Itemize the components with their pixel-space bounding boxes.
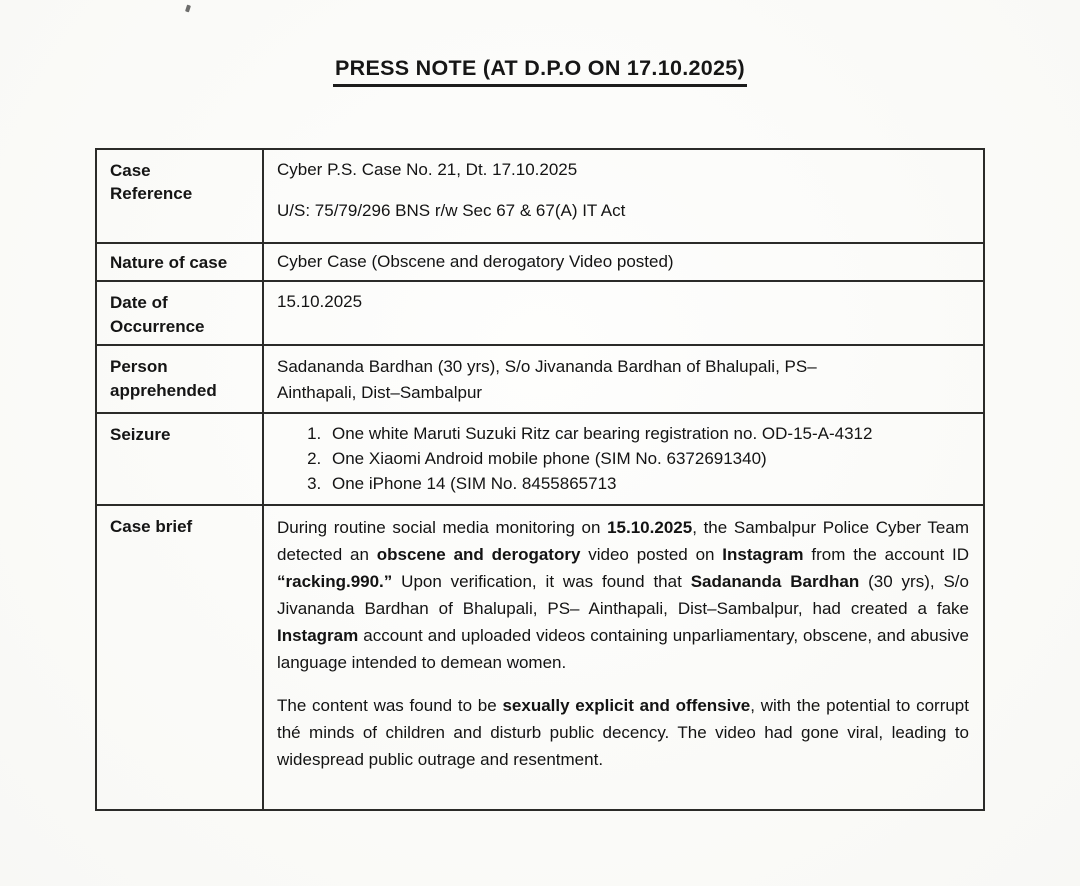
table-row-person-apprehended	[96, 345, 984, 413]
case-reference-label: Case Reference	[110, 161, 193, 204]
date-of-occurrence-value: 15.10.2025	[277, 292, 363, 312]
nature-of-case-value: Cyber Case (Obscene and derogatory Video posted)	[277, 252, 674, 271]
case-brief-paragraph-2: The content was found to be sexually explicit and offensive, with the potential to corrupt thé minds of children and disturb public decency. The video had gone viral, leading to widespread public outrage and resentment.	[277, 696, 969, 770]
seizure-item-1: 1. One white Maruti Suzuki Ritz car bearing registration no. OD-15-A-4312	[326, 422, 973, 447]
table-row-seizure	[96, 413, 984, 505]
case-brief-paragraph-1: During routine social media monitoring on 15.10.2025, the Sambalpur Police Cyber Team detected an obscene and derogatory video posted on Instagram from the account ID “racking.990.” Upon verification, it was found that Sadananda Bardhan (30 yrs), S/o Jivananda Bardhan of Bhalupali, PS– Ainthapali, Dist–Sambalpur, had created a fake Instagram account and uploaded videos containing unparliamentary, obscene, and abusive language intended to demean women.	[277, 518, 970, 673]
title-container	[0, 56, 1080, 87]
seizure-items-list	[264, 422, 983, 497]
seizure-item-3: 3. One iPhone 14 (SIM No. 8455865713	[326, 472, 973, 497]
person-apprehended-label: Person apprehended	[110, 357, 217, 400]
seizure-item-2: 2. One Xiaomi Android mobile phone (SIM No. 6372691340)	[326, 447, 973, 472]
table-row-date-of-occurrence	[96, 281, 984, 345]
case-reference-line-1: Cyber P.S. Case No. 21, Dt. 17.10.2025	[277, 160, 578, 179]
seizure-label: Seizure	[110, 425, 171, 445]
press-note-title: PRESS NOTE (AT D.P.O ON 17.10.2025)	[333, 56, 747, 87]
table-row-case-brief	[96, 505, 984, 810]
date-of-occurrence-label: Date of Occurrence	[110, 293, 205, 336]
person-apprehended-value: Sadananda Bardhan (30 yrs), S/o Jivananda Bardhan of Bhalupali, PS– Ainthapali, Dist–Sambalpur	[277, 357, 817, 402]
nature-of-case-label: Nature of case	[110, 253, 228, 272]
case-brief-label: Case brief	[110, 517, 193, 537]
table-row-case-reference	[96, 149, 984, 243]
case-details-table	[95, 148, 985, 811]
scan-artifact-speck	[185, 5, 191, 13]
table-row-nature-of-case	[96, 243, 984, 281]
case-reference-line-2: U/S: 75/79/296 BNS r/w Sec 67 & 67(A) IT Act	[277, 200, 626, 220]
